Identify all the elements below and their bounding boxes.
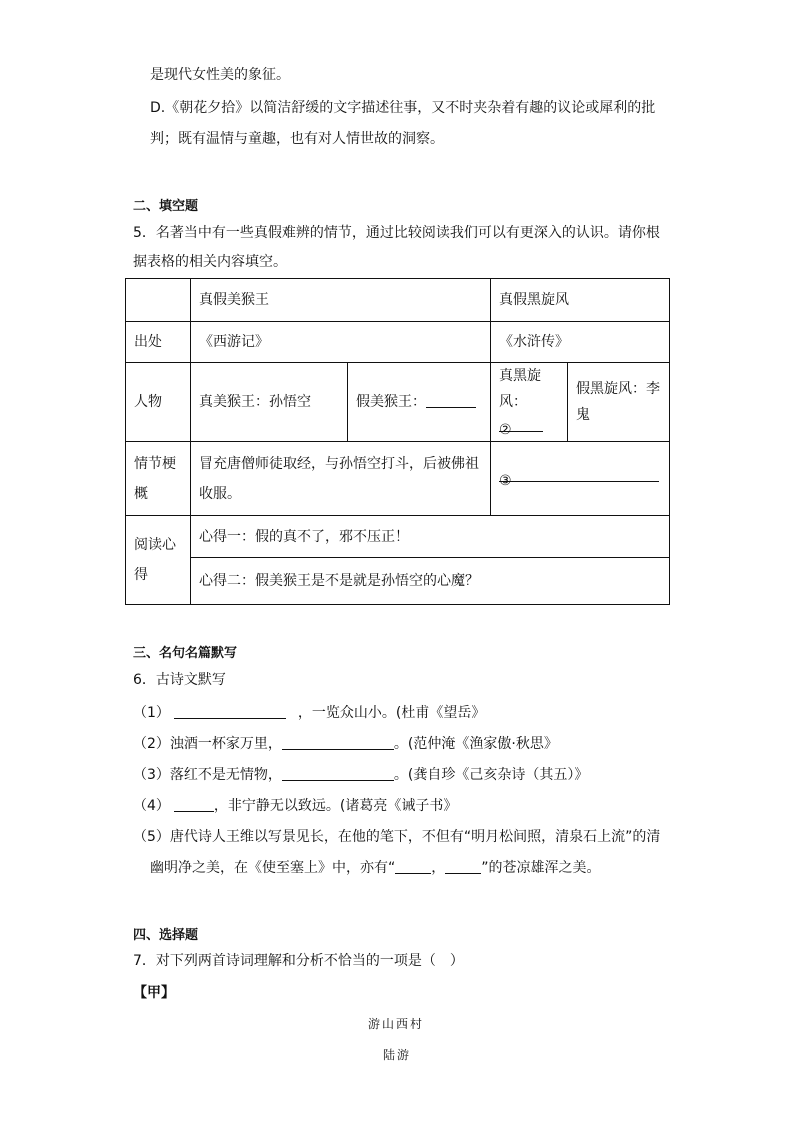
reading-label-line2: 得	[134, 567, 148, 583]
blank-3[interactable]	[499, 467, 659, 489]
recite-item-2	[133, 735, 558, 753]
fake-monkey-king-cell	[348, 363, 491, 442]
recite-blank-2[interactable]	[282, 735, 394, 750]
question-5-line1: 5．名著当中有一些真假难辨的情节，通过比较阅读我们可以有更深入的认识。请你根	[133, 225, 660, 241]
option-d-line1: D.《朝花夕拾》以简洁舒缓的文字描述往事，又不时夹杂着有趣的议论或犀利的批	[150, 100, 656, 116]
recite-item-2-text2: 。(范仲淹《渔家傲·秋思》	[393, 736, 558, 752]
recite-item-1-num: （1）	[133, 705, 170, 721]
row-label-plot	[126, 442, 191, 516]
source-likui: 《水浒传》	[491, 322, 670, 363]
plot-likui-cell	[491, 442, 670, 516]
recite-item-5-line1: （5）唐代诗人王维以写景见长，在他的笔下，不但有“明月松间照，清泉石上流”的清	[133, 829, 661, 845]
source-wukong: 《西游记》	[191, 322, 491, 363]
blank-2[interactable]	[499, 417, 543, 438]
table-row	[126, 322, 670, 363]
recite-item-4-text: ，非宁静无以致远。(诸葛亮《诫子书》	[213, 798, 458, 814]
fake-likui-cell	[568, 363, 670, 442]
reading-1: 心得一：假的真不了，邪不压正！	[191, 516, 670, 558]
recite-blank-5b[interactable]	[445, 859, 481, 874]
table-row	[126, 279, 670, 322]
recite-item-2-text1: （2）浊酒一杯家万里，	[133, 736, 282, 752]
reading-2: 心得二：假美猴王是不是就是孙悟空的心魔？	[191, 558, 670, 605]
recite-item-5-comma: ，	[431, 860, 446, 876]
question-6: 6．古诗文默写	[133, 672, 226, 688]
poem-title: 游山西村	[368, 1017, 425, 1031]
recite-item-5-line2	[150, 859, 601, 877]
recite-blank-4[interactable]	[174, 797, 214, 812]
row-label-reading	[126, 516, 191, 605]
option-c-tail: 是现代女性美的象征。	[150, 67, 290, 83]
recite-item-1	[133, 704, 485, 722]
section-heading-recitation: 三、名句名篇默写	[133, 646, 238, 661]
question-7: 7．对下列两首诗词理解和分析不恰当的一项是（ ）	[133, 953, 464, 969]
table-row	[126, 516, 670, 558]
plot-wukong-line1: 冒充唐僧师徒取经，与孙悟空打斗，后被佛祖	[199, 455, 479, 472]
recite-item-5-text-a: 幽明净之美，在《使至塞上》中，亦有“	[150, 860, 396, 876]
poem-jia-label: 【甲】	[133, 985, 175, 1001]
recite-item-4-num: （4）	[133, 798, 170, 814]
plot-wukong	[191, 442, 491, 516]
recite-item-3-text2: 。(龚自珍《己亥杂诗（其五）》	[393, 767, 589, 783]
real-likui-cell	[491, 363, 568, 442]
reading-label-line1: 阅读心	[134, 537, 176, 553]
row-label-character: 人物	[126, 363, 191, 442]
plot-label-line1: 情节梗	[134, 455, 176, 472]
recite-blank-5a[interactable]	[395, 859, 431, 874]
question-5-line2: 据表格的相关内容填空。	[133, 254, 287, 270]
recite-item-1-text: ，一览众山小。(杜甫《望岳》	[297, 705, 486, 721]
table-header-likui: 真假黑旋风	[491, 279, 670, 322]
fake-likui-line1: 假黑旋风：李	[576, 381, 660, 397]
poem-author: 陆游	[383, 1048, 412, 1062]
option-d-line2: 判；既有温情与童趣，也有对人情世故的洞察。	[150, 131, 444, 147]
recite-item-3	[133, 766, 588, 784]
plot-wukong-line2: 收服。	[199, 485, 241, 502]
recite-item-4	[133, 797, 457, 815]
table-header-wukong: 真假美猴王	[191, 279, 491, 322]
recite-blank-1[interactable]	[174, 704, 286, 719]
table-cell-empty	[126, 279, 191, 322]
fake-likui-line2: 鬼	[576, 407, 590, 423]
table-row	[126, 442, 670, 516]
blank-3-number: ③	[499, 472, 512, 489]
recite-item-5-text-c: ”的苍凉雄浑之美。	[481, 860, 601, 876]
recite-item-3-text1: （3）落红不是无情物，	[133, 767, 282, 783]
row-label-source: 出处	[126, 322, 191, 363]
table-row	[126, 558, 670, 605]
blank-2-number: ②	[499, 422, 512, 438]
real-monkey-king: 真美猴王：孙悟空	[191, 363, 348, 442]
fake-monkey-blank[interactable]	[426, 393, 476, 408]
section-heading-choice: 四、选择题	[133, 928, 199, 943]
section-heading-fill-in: 二、填空题	[133, 199, 199, 214]
comparison-table	[125, 278, 670, 605]
fake-monkey-label: 假美猴王：	[356, 394, 426, 410]
recite-blank-3[interactable]	[282, 766, 394, 781]
table-row	[126, 363, 670, 442]
plot-label-line2: 概	[134, 485, 148, 502]
real-likui-label: 真黑旋风：	[499, 368, 541, 410]
